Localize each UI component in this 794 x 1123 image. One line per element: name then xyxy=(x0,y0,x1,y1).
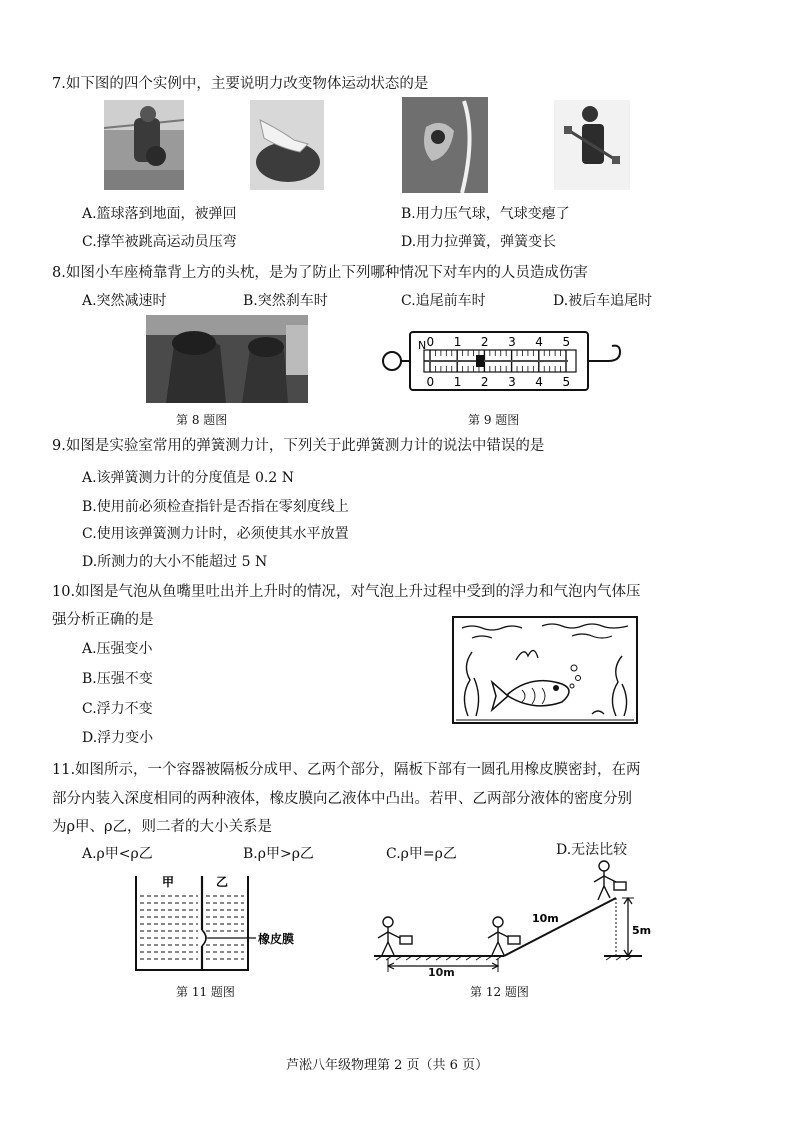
q11-stem-line2: 部分内装入深度相同的两种液体，橡皮膜向乙液体中凸出。若甲、乙两部分液体的密度分别 xyxy=(52,791,632,807)
scale-hook xyxy=(608,346,620,361)
headrest-photo xyxy=(146,315,308,403)
q8-option-d: D.被后车追尾时 xyxy=(553,293,653,309)
scale-ring xyxy=(383,352,401,370)
q11-caption: 第 11 题图 xyxy=(176,985,235,999)
q11-option-c: C.ρ甲=ρ乙 xyxy=(386,846,457,862)
q10-option-d: D.浮力变小 xyxy=(82,730,154,746)
pole-vault-photo xyxy=(402,97,488,193)
q7-option-b: B.用力压气球，气球变瘪了 xyxy=(401,206,570,222)
scale-number: 0 xyxy=(426,375,435,389)
q10-stem-line2: 强分析正确的是 xyxy=(52,612,154,628)
label-jia: 甲 xyxy=(162,875,175,889)
q11-stem-line1: 11.如图所示，一个容器被隔板分成甲、乙两个部分，隔板下部有一圆孔用橡皮膜密封，在两 xyxy=(52,762,641,778)
scale-number: 5 xyxy=(562,375,571,389)
q10-option-b: B.压强不变 xyxy=(82,671,153,687)
scale-number: 2 xyxy=(480,335,489,349)
scale-unit-label: N xyxy=(418,339,427,352)
q9-caption: 第 9 题图 xyxy=(468,413,520,427)
q7-stem: 7.如下图的四个实例中，主要说明力改变物体运动状态的是 xyxy=(52,76,429,92)
scale-number: 2 xyxy=(480,375,489,389)
spring-scale-diagram xyxy=(380,328,630,398)
q12-caption: 第 12 题图 xyxy=(470,985,529,999)
q10-option-a: A.压强变小 xyxy=(82,641,153,657)
q7-option-d: D.用力拉弹簧，弹簧变长 xyxy=(401,234,557,250)
q11-option-d: D.无法比较 xyxy=(556,842,628,858)
label-membrane: 橡皮膜 xyxy=(258,932,295,946)
scale-pointer xyxy=(476,355,484,367)
person-top xyxy=(594,861,626,900)
scale-number: 3 xyxy=(508,375,516,389)
scale-number: 0 xyxy=(426,335,435,349)
scale-number: 1 xyxy=(453,375,462,389)
q10-stem-line1: 10.如图是气泡从鱼嘴里吐出并上升时的情况，对气泡上升过程中受到的浮力和气泡内气体压 xyxy=(52,584,641,600)
scale-number: 4 xyxy=(535,335,543,349)
q9-option-d: D.所测力的大小不能超过 5 N xyxy=(82,554,268,570)
q11-option-b: B.ρ甲>ρ乙 xyxy=(243,846,314,862)
container-walls xyxy=(136,876,248,970)
ground-distance-label: 10m xyxy=(428,966,455,978)
page-footer: 芦淞八年级物理第 2 页（共 6 页） xyxy=(286,1058,489,1073)
slope-line xyxy=(504,898,616,956)
scale-number: 5 xyxy=(562,335,571,349)
container-diagram xyxy=(132,866,308,980)
scale-number: 4 xyxy=(535,375,543,389)
rubber-membrane xyxy=(202,930,206,946)
scale-number: 1 xyxy=(453,335,462,349)
q11-option-a: A.ρ甲<ρ乙 xyxy=(82,846,153,862)
fish-tank-diagram xyxy=(452,616,638,728)
spring-pull-photo xyxy=(554,100,630,190)
q10-option-c: C.浮力不变 xyxy=(82,701,153,717)
q9-option-a: A.该弹簧测力计的分度值是 0.2 N xyxy=(82,470,294,486)
q7-option-c: C.撑竿被跳高运动员压弯 xyxy=(82,234,237,250)
q8-option-a: A.突然减速时 xyxy=(82,293,167,309)
q8-caption: 第 8 题图 xyxy=(176,413,228,427)
label-yi: 乙 xyxy=(216,875,229,889)
person-left xyxy=(378,917,412,955)
slope-height-label: 5m xyxy=(632,924,652,937)
q11-stem-line3: 为ρ甲、ρ乙，则二者的大小关系是 xyxy=(52,819,273,835)
q9-option-c: C.使用该弹簧测力计时，必须使其水平放置 xyxy=(82,526,349,542)
q7-option-a: A.篮球落到地面，被弹回 xyxy=(82,206,237,222)
q8-option-b: B.突然刹车时 xyxy=(243,293,328,309)
q8-option-c: C.追尾前车时 xyxy=(401,293,486,309)
scale-number: 3 xyxy=(508,335,516,349)
q9-stem: 9.如图是实验室常用的弹簧测力计，下列关于此弹簧测力计的说法中错误的是 xyxy=(52,438,545,454)
slope-diagram xyxy=(372,860,662,982)
slope-length-label: 10m xyxy=(532,912,559,925)
balloon-press-photo xyxy=(250,100,324,190)
q9-option-b: B.使用前必须检查指针是否指在零刻度线上 xyxy=(82,499,349,515)
basketball-photo xyxy=(104,100,184,190)
q8-stem: 8.如图小车座椅靠背上方的头枕，是为了防止下列哪种情况下对车内的人员造成伤害 xyxy=(52,265,588,281)
